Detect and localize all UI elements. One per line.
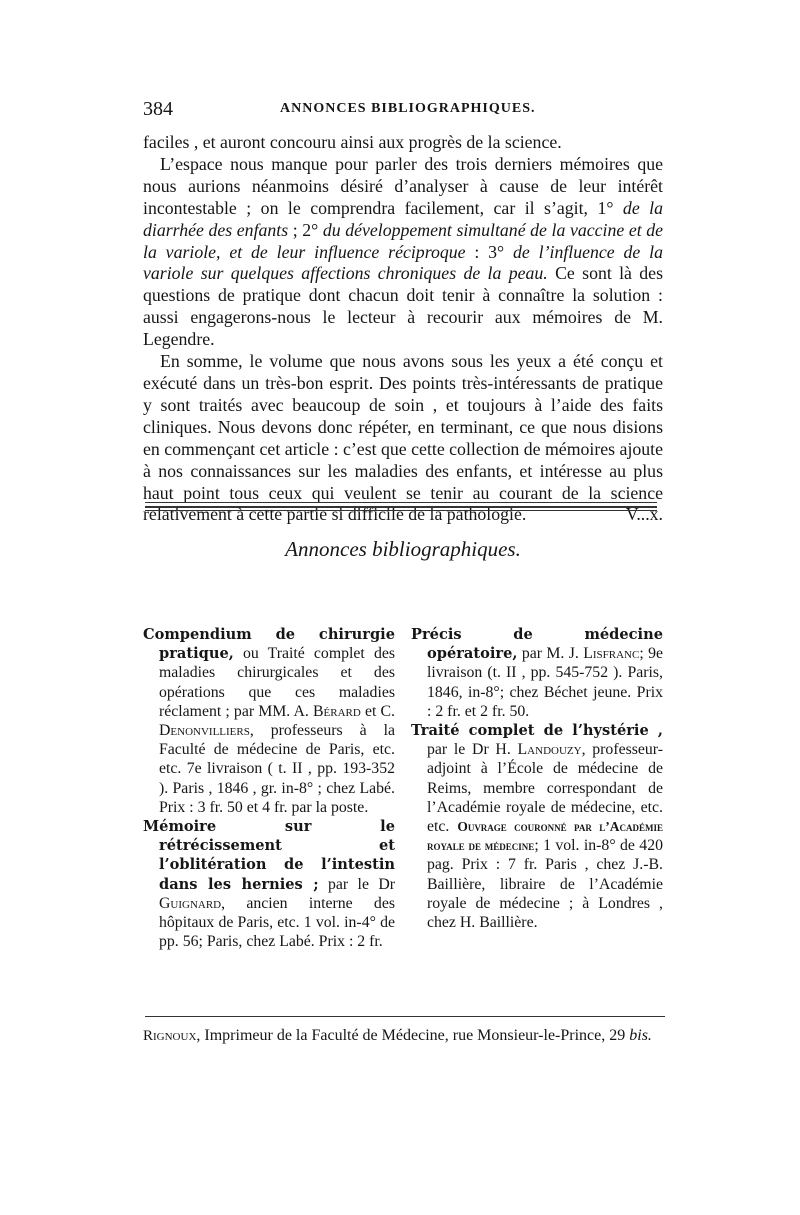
announcement-entry xyxy=(143,817,395,951)
paragraph-2-end: Ce sont là des questions de pratique dont chacun doit tenir à connaître la solution : aussi engagerons-nous le lecteur à recourir aux mémoires de M. Legendre. xyxy=(143,263,663,350)
announcement-entry xyxy=(143,625,395,817)
author-name: Denonvilliers xyxy=(159,722,250,740)
entry-text: ; 1 vol. in-8° de 420 pag. Prix : 7 fr. Paris , chez J.-B. Baillière, libraire de l’Académie royale de médecine ; à Londres , chez H. Baillière. xyxy=(427,837,664,932)
address-suffix: bis. xyxy=(629,1027,652,1044)
author-name: Landouzy xyxy=(517,741,582,759)
right-column xyxy=(411,625,663,932)
divider-rule xyxy=(145,502,657,503)
announcement-entry xyxy=(411,721,663,932)
entry-title: Précis de médecine opératoire, xyxy=(411,626,663,663)
separator-1: ; 2° xyxy=(288,219,323,240)
paragraph-2-start: L’espace nous manque pour parler des trois derniers mémoires que nous aurions néanmoins désiré d’analyser à cause de leur intérêt incontestable ; on le comprendra facilement, car il s’agit, 1° xyxy=(143,153,663,218)
separator-2: : 3° xyxy=(465,241,514,262)
signature: V...x. xyxy=(625,504,663,525)
paragraph-3-text: En somme, le volume que nous avons sous les yeux a été conçu et exécuté dans un très-bon esprit. Des points très-intéressants de pratique y sont traités avec beaucoup de soin , et toujours à l’aide des faits cliniques. Nous devons donc répéter, en terminant, ce que nous disions en commençant cet article : c’est que cette collection de mémoires ajoute à nos connaissances sur les maladies des enfants, et intéresse au plus haut point tous ceux qui veulent se tenir au courant de la science relativement à cette partie si difficile de la pathologie. xyxy=(143,351,663,525)
memoir-title-2: du développement simultané de la vaccine et de la variole, et de leur influence réciproque xyxy=(143,219,664,262)
author-name: Lisfranc xyxy=(583,645,640,663)
printer-name: Rignoux xyxy=(143,1028,197,1044)
running-head: ANNONCES BIBLIOGRAPHIQUES. xyxy=(280,101,536,116)
entry-text: , professeur-adjoint à l’École de médecine de Reims, membre correspondant de l’Académie royale de médecine, etc. etc. xyxy=(427,741,663,836)
divider-rule-lower xyxy=(145,510,657,511)
colophon xyxy=(143,1027,665,1045)
paragraph-3 xyxy=(143,351,663,526)
entry-title: Compendium de chirurgie pratique, xyxy=(143,626,395,663)
section-title: Annonces bibliographiques. xyxy=(285,537,521,561)
entry-text: par le Dr xyxy=(318,875,395,893)
memoir-title-3: de l’influence de la variole sur quelques affections chroniques de la peau. xyxy=(143,241,664,284)
award-note: Ouvrage couronné par l’Académie royale de médecine xyxy=(427,819,663,854)
page-number: 384 xyxy=(143,98,173,120)
announcement-entry xyxy=(411,625,663,721)
printer-address: , Imprimeur de la Faculté de Médecine, rue Monsieur-le-Prince, 29 xyxy=(196,1027,630,1044)
entry-text: par M. J. xyxy=(517,645,584,663)
entry-text: ou Traité complet des maladies chirurgicales et des opérations que ces maladies réclament ; par MM. A. xyxy=(159,645,395,720)
entry-text: ; 9e livraison (t. II , pp. 545-752 ). Paris, 1846, in-8°; chez Béchet jeune. Prix : 2 fr. et 2 fr. 50. xyxy=(427,645,664,720)
entry-text: par le Dr H. xyxy=(427,741,518,759)
author-name: Bérard xyxy=(313,702,361,720)
entry-text: , professeurs à la Faculté de médecine de Paris, etc. etc. 7e livraison ( t. II , pp. 193-352 ). Paris , 1846 , gr. in-8° ; chez Labé. Prix : 3 fr. 50 et 4 fr. par la poste. xyxy=(159,722,395,816)
entry-title: Traité complet de l’hystérie , xyxy=(411,722,663,740)
page-header xyxy=(143,98,663,122)
author-name: Guignard xyxy=(159,894,222,912)
memoir-title-1: de la diarrhée des enfants xyxy=(143,197,663,240)
paragraph-2 xyxy=(143,154,663,351)
entry-title: Mémoire sur le rétrécissement et l’oblitération de l’intestin dans les hernies ; xyxy=(143,818,395,893)
article-body xyxy=(143,132,663,526)
divider-rule-thick xyxy=(145,506,657,508)
colophon-rule xyxy=(145,1016,665,1017)
paragraph-1: faciles , et auront concouru ainsi aux progrès de la science. xyxy=(143,132,562,152)
entry-text: , ancien interne des hôpitaux de Paris, etc. 1 vol. in-4° de pp. 56; Paris, chez Labé. Prix : 2 fr. xyxy=(159,894,395,951)
entry-text: et C. xyxy=(360,702,395,720)
left-column xyxy=(143,625,395,951)
